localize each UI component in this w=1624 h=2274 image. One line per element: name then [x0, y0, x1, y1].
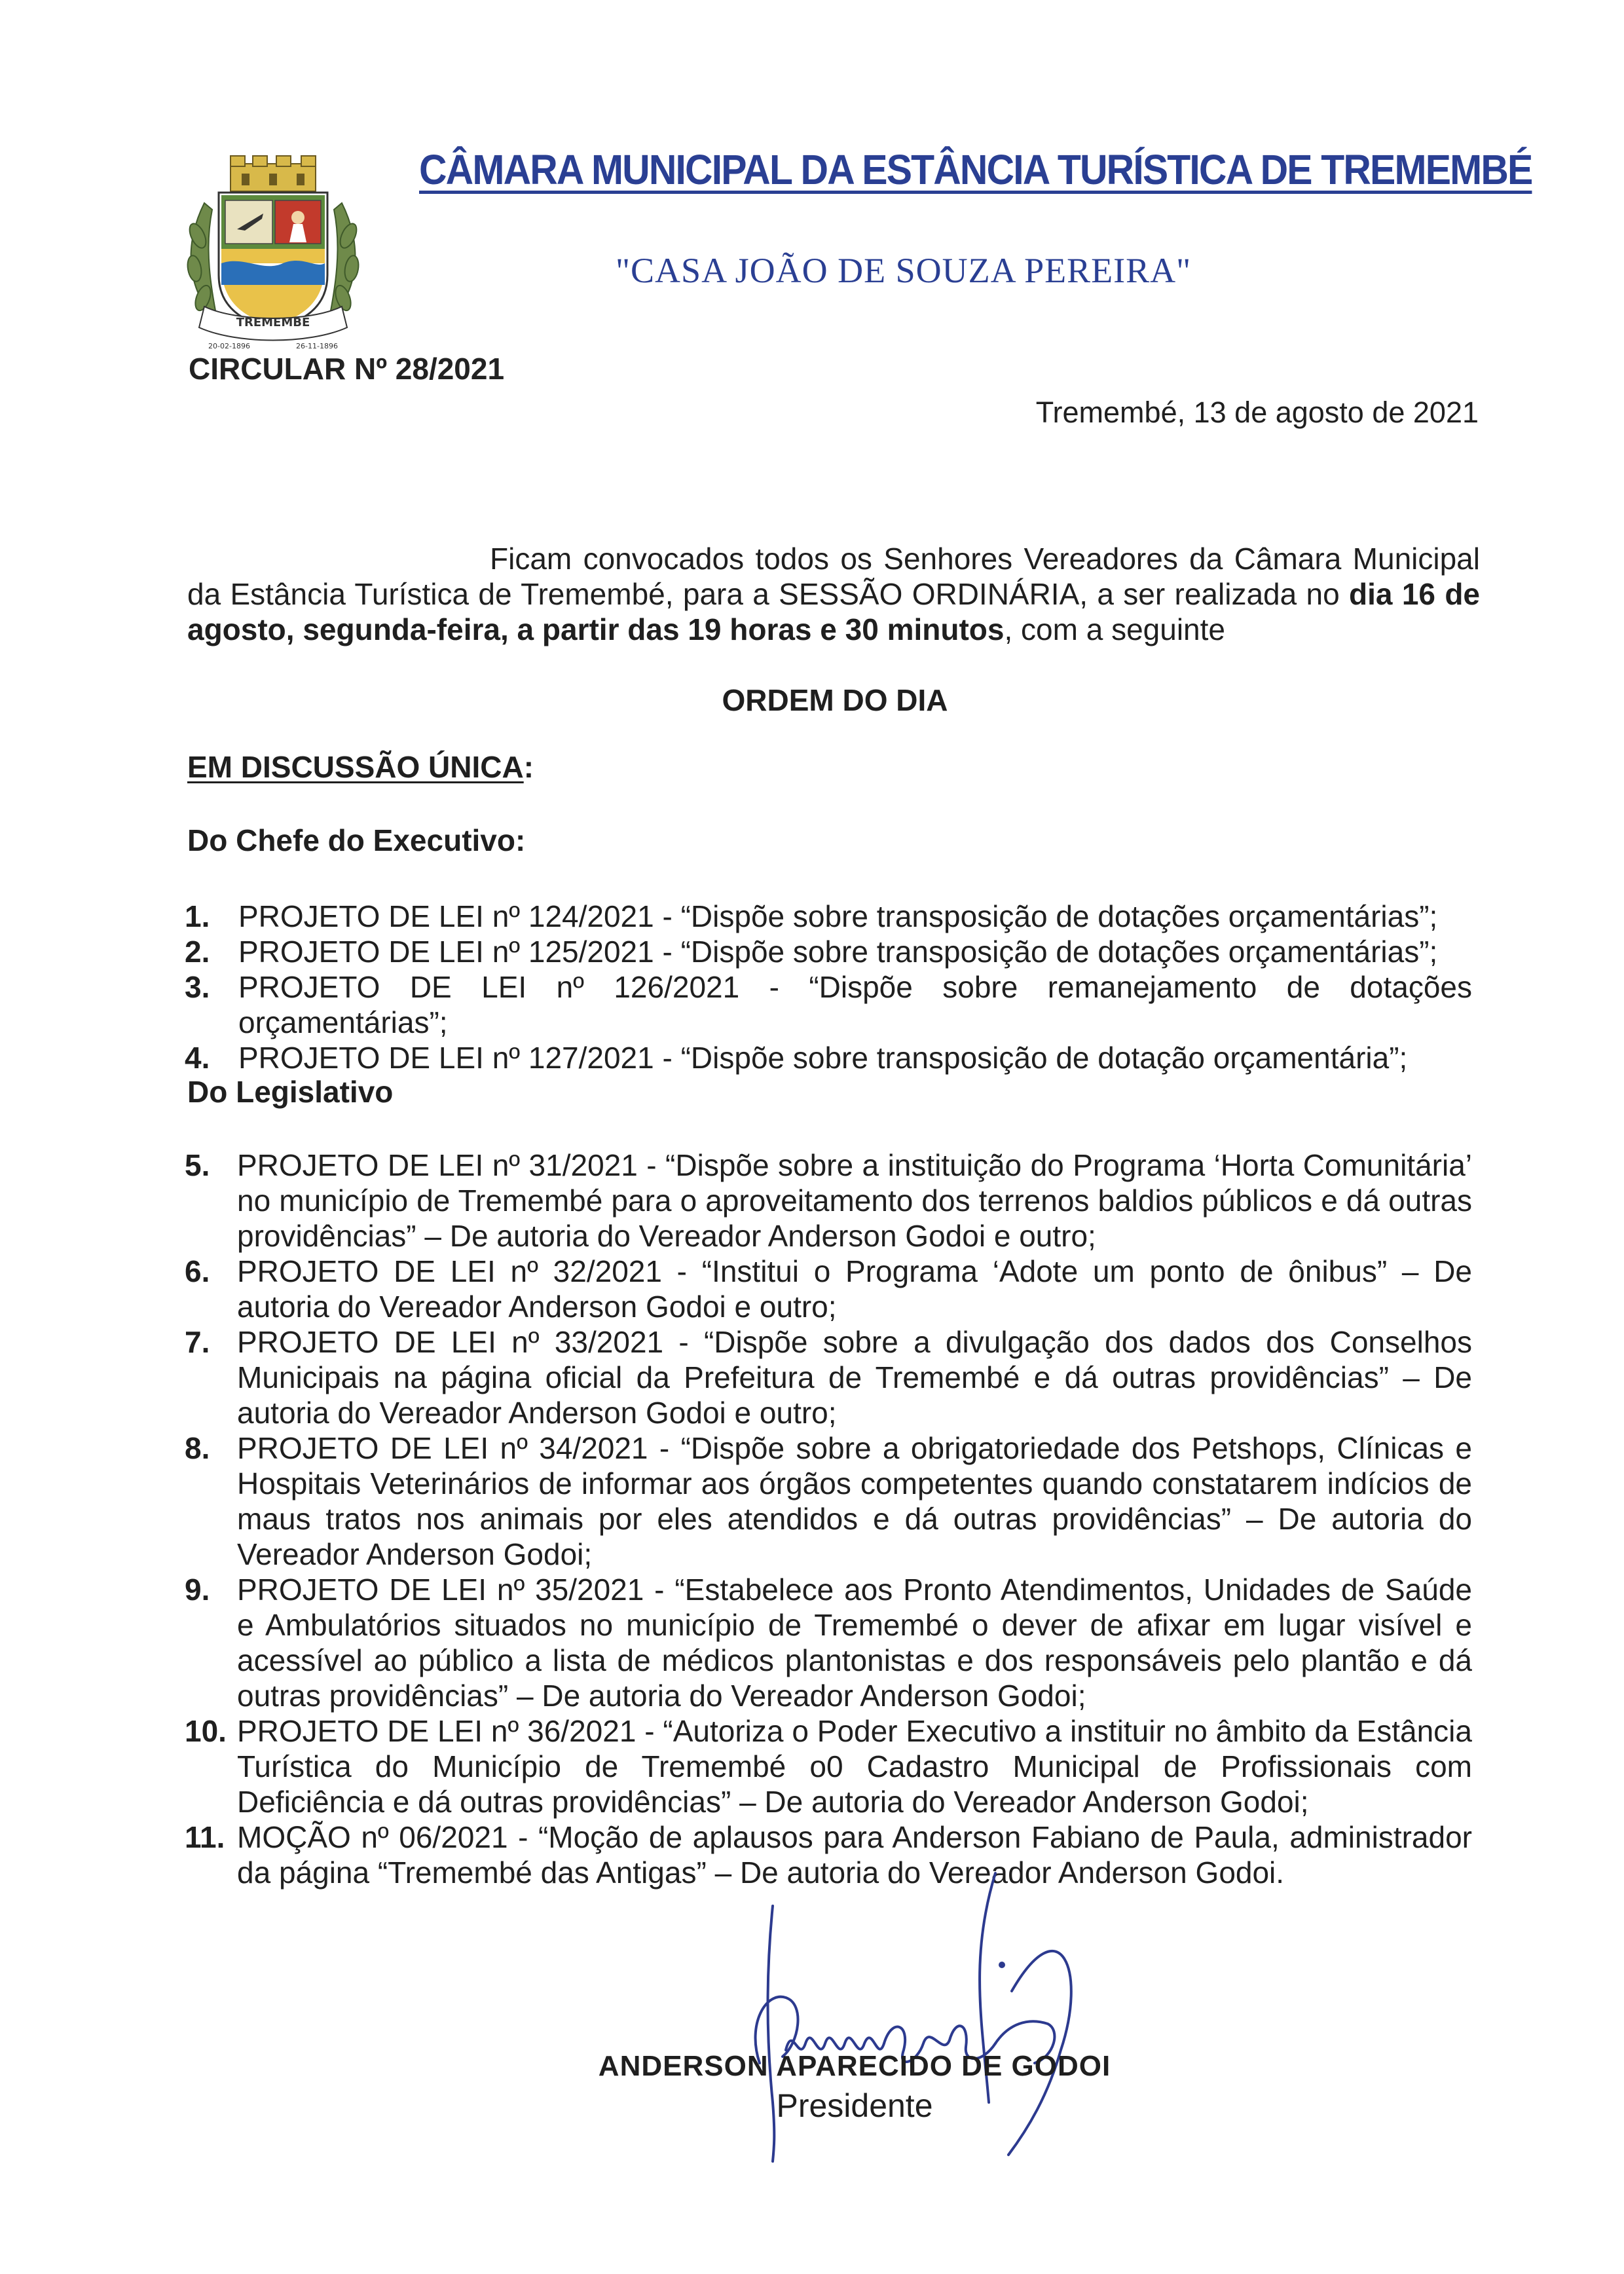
- list-item: [185, 899, 1472, 934]
- section-heading-legislative: Do Legislativo: [187, 1075, 394, 1109]
- list-item: [185, 969, 1472, 1040]
- item-text: PROJETO DE LEI nº 127/2021 - “Dispõe sobre transposição de dotação orçamentária”;: [238, 1041, 1408, 1075]
- agenda-list-legislative: [185, 1147, 1472, 1890]
- item-text: PROJETO DE LEI nº 124/2021 - “Dispõe sobre transposição de dotações orçamentárias”;: [238, 899, 1438, 933]
- item-number: 11.: [185, 1820, 225, 1854]
- list-item: [185, 1254, 1472, 1324]
- crest-banner-text: TREMEMBÉ: [236, 316, 310, 329]
- discussion-heading-colon: :: [523, 750, 534, 784]
- convocation-paragraph: [187, 541, 1480, 647]
- house-name: "CASA JOÃO DE SOUZA PEREIRA": [616, 251, 1192, 290]
- discussion-heading: [187, 749, 534, 785]
- list-item: [185, 1713, 1472, 1819]
- list-item: [185, 1147, 1472, 1254]
- item-text: PROJETO DE LEI nº 126/2021 - “Dispõe sobre remanejamento de dotações orçamentárias”;: [238, 970, 1472, 1039]
- municipal-crest-icon: [178, 151, 368, 354]
- intro-text-start: Ficam convocados todos os Senhores Vereadores da Câmara Municipal da Estância Turística de Tremembé, para a SESSÃO ORDINÁRIA, a ser realizada no: [187, 542, 1480, 611]
- item-text: PROJETO DE LEI nº 36/2021 - “Autoriza o Poder Executivo a instituir no âmbito da Estância Turística do Município de Tremembé o0 Cadastro Municipal de Profissionais com Deficiência e dá outras providências” – De autoria do Vereador Anderson Godoi;: [237, 1714, 1472, 1819]
- signer-role: Presidente: [776, 2087, 933, 2124]
- item-number: 3.: [185, 970, 210, 1004]
- circular-number: CIRCULAR Nº 28/2021: [189, 352, 505, 386]
- item-number: 7.: [185, 1325, 210, 1359]
- list-item: [185, 1040, 1472, 1075]
- item-text: PROJETO DE LEI nº 33/2021 - “Dispõe sobre a divulgação dos dados dos Conselhos Municipais na página oficial da Prefeitura de Tremembé e dá outras providências” – De autoria do Vereador Anderson Godoi e outro;: [237, 1325, 1472, 1430]
- item-text: PROJETO DE LEI nº 31/2021 - “Dispõe sobre a instituição do Programa ‘Horta Comunitária’ no município de Tremembé para o aproveitamento dos terrenos baldios públicos e dá outras providências” – De autoria do Vereador Anderson Godoi e outro;: [237, 1148, 1472, 1253]
- item-number: 1.: [185, 899, 210, 933]
- item-number: 8.: [185, 1431, 210, 1465]
- signer-name: ANDERSON APARECIDO DE GODOI: [598, 2050, 1111, 2082]
- item-number: 2.: [185, 935, 210, 969]
- item-number: 9.: [185, 1573, 210, 1607]
- crest-date-left: 20-02-1896: [208, 342, 250, 350]
- discussion-heading-text: EM DISCUSSÃO ÚNICA: [187, 750, 524, 784]
- agenda-list-executive: [185, 899, 1472, 1075]
- list-item: [185, 1324, 1472, 1430]
- document-date: Tremembé, 13 de agosto de 2021: [1035, 396, 1479, 429]
- list-item: [185, 934, 1472, 969]
- item-text: PROJETO DE LEI nº 32/2021 - “Institui o Programa ‘Adote um ponto de ônibus” – De autoria do Vereador Anderson Godoi e outro;: [237, 1254, 1472, 1324]
- item-text: PROJETO DE LEI nº 35/2021 - “Estabelece aos Pronto Atendimentos, Unidades de Saúde e Ambulatórios situados no município de Tremembé o dever de afixar em lugar visível e acessível ao público a lista de médicos plantonistas e dos responsáveis pelo plantão e dá outras providências” – De autoria do Vereador Anderson Godoi;: [237, 1573, 1472, 1713]
- list-item: [185, 1572, 1472, 1713]
- list-item: [185, 1430, 1472, 1572]
- item-number: 10.: [185, 1714, 227, 1748]
- item-text: PROJETO DE LEI nº 125/2021 - “Dispõe sobre transposição de dotações orçamentárias”;: [238, 935, 1438, 969]
- item-number: 5.: [185, 1148, 210, 1182]
- section-heading-executive: Do Chefe do Executivo:: [187, 823, 526, 857]
- item-text: PROJETO DE LEI nº 34/2021 - “Dispõe sobre a obrigatoriedade dos Petshops, Clínicas e Hospitais Veterinários de informar aos órgãos competentes quando constatarem indícios de maus tratos nos animais por eles atendidos e dá outras providências” – De autoria do Vereador Anderson Godoi;: [237, 1431, 1472, 1571]
- agenda-title: ORDEM DO DIA: [722, 683, 948, 717]
- item-number: 6.: [185, 1254, 210, 1288]
- item-text: MOÇÃO nº 06/2021 - “Moção de aplausos para Anderson Fabiano de Paula, administrador da página “Tremembé das Antigas” – De autoria do Vereador Anderson Godoi.: [237, 1820, 1472, 1890]
- crest-date-right: 26-11-1896: [296, 342, 338, 350]
- intro-session-datetime: dia 16 de agosto, segunda-feira, a partir das 19 horas e 30 minutos: [187, 577, 1480, 646]
- intro-text-end: , com a seguinte: [1004, 612, 1226, 646]
- organization-name: CÂMARA MUNICIPAL DA ESTÂNCIA TURÍSTICA DE TREMEMBÉ: [419, 146, 1532, 193]
- item-number: 4.: [185, 1041, 210, 1075]
